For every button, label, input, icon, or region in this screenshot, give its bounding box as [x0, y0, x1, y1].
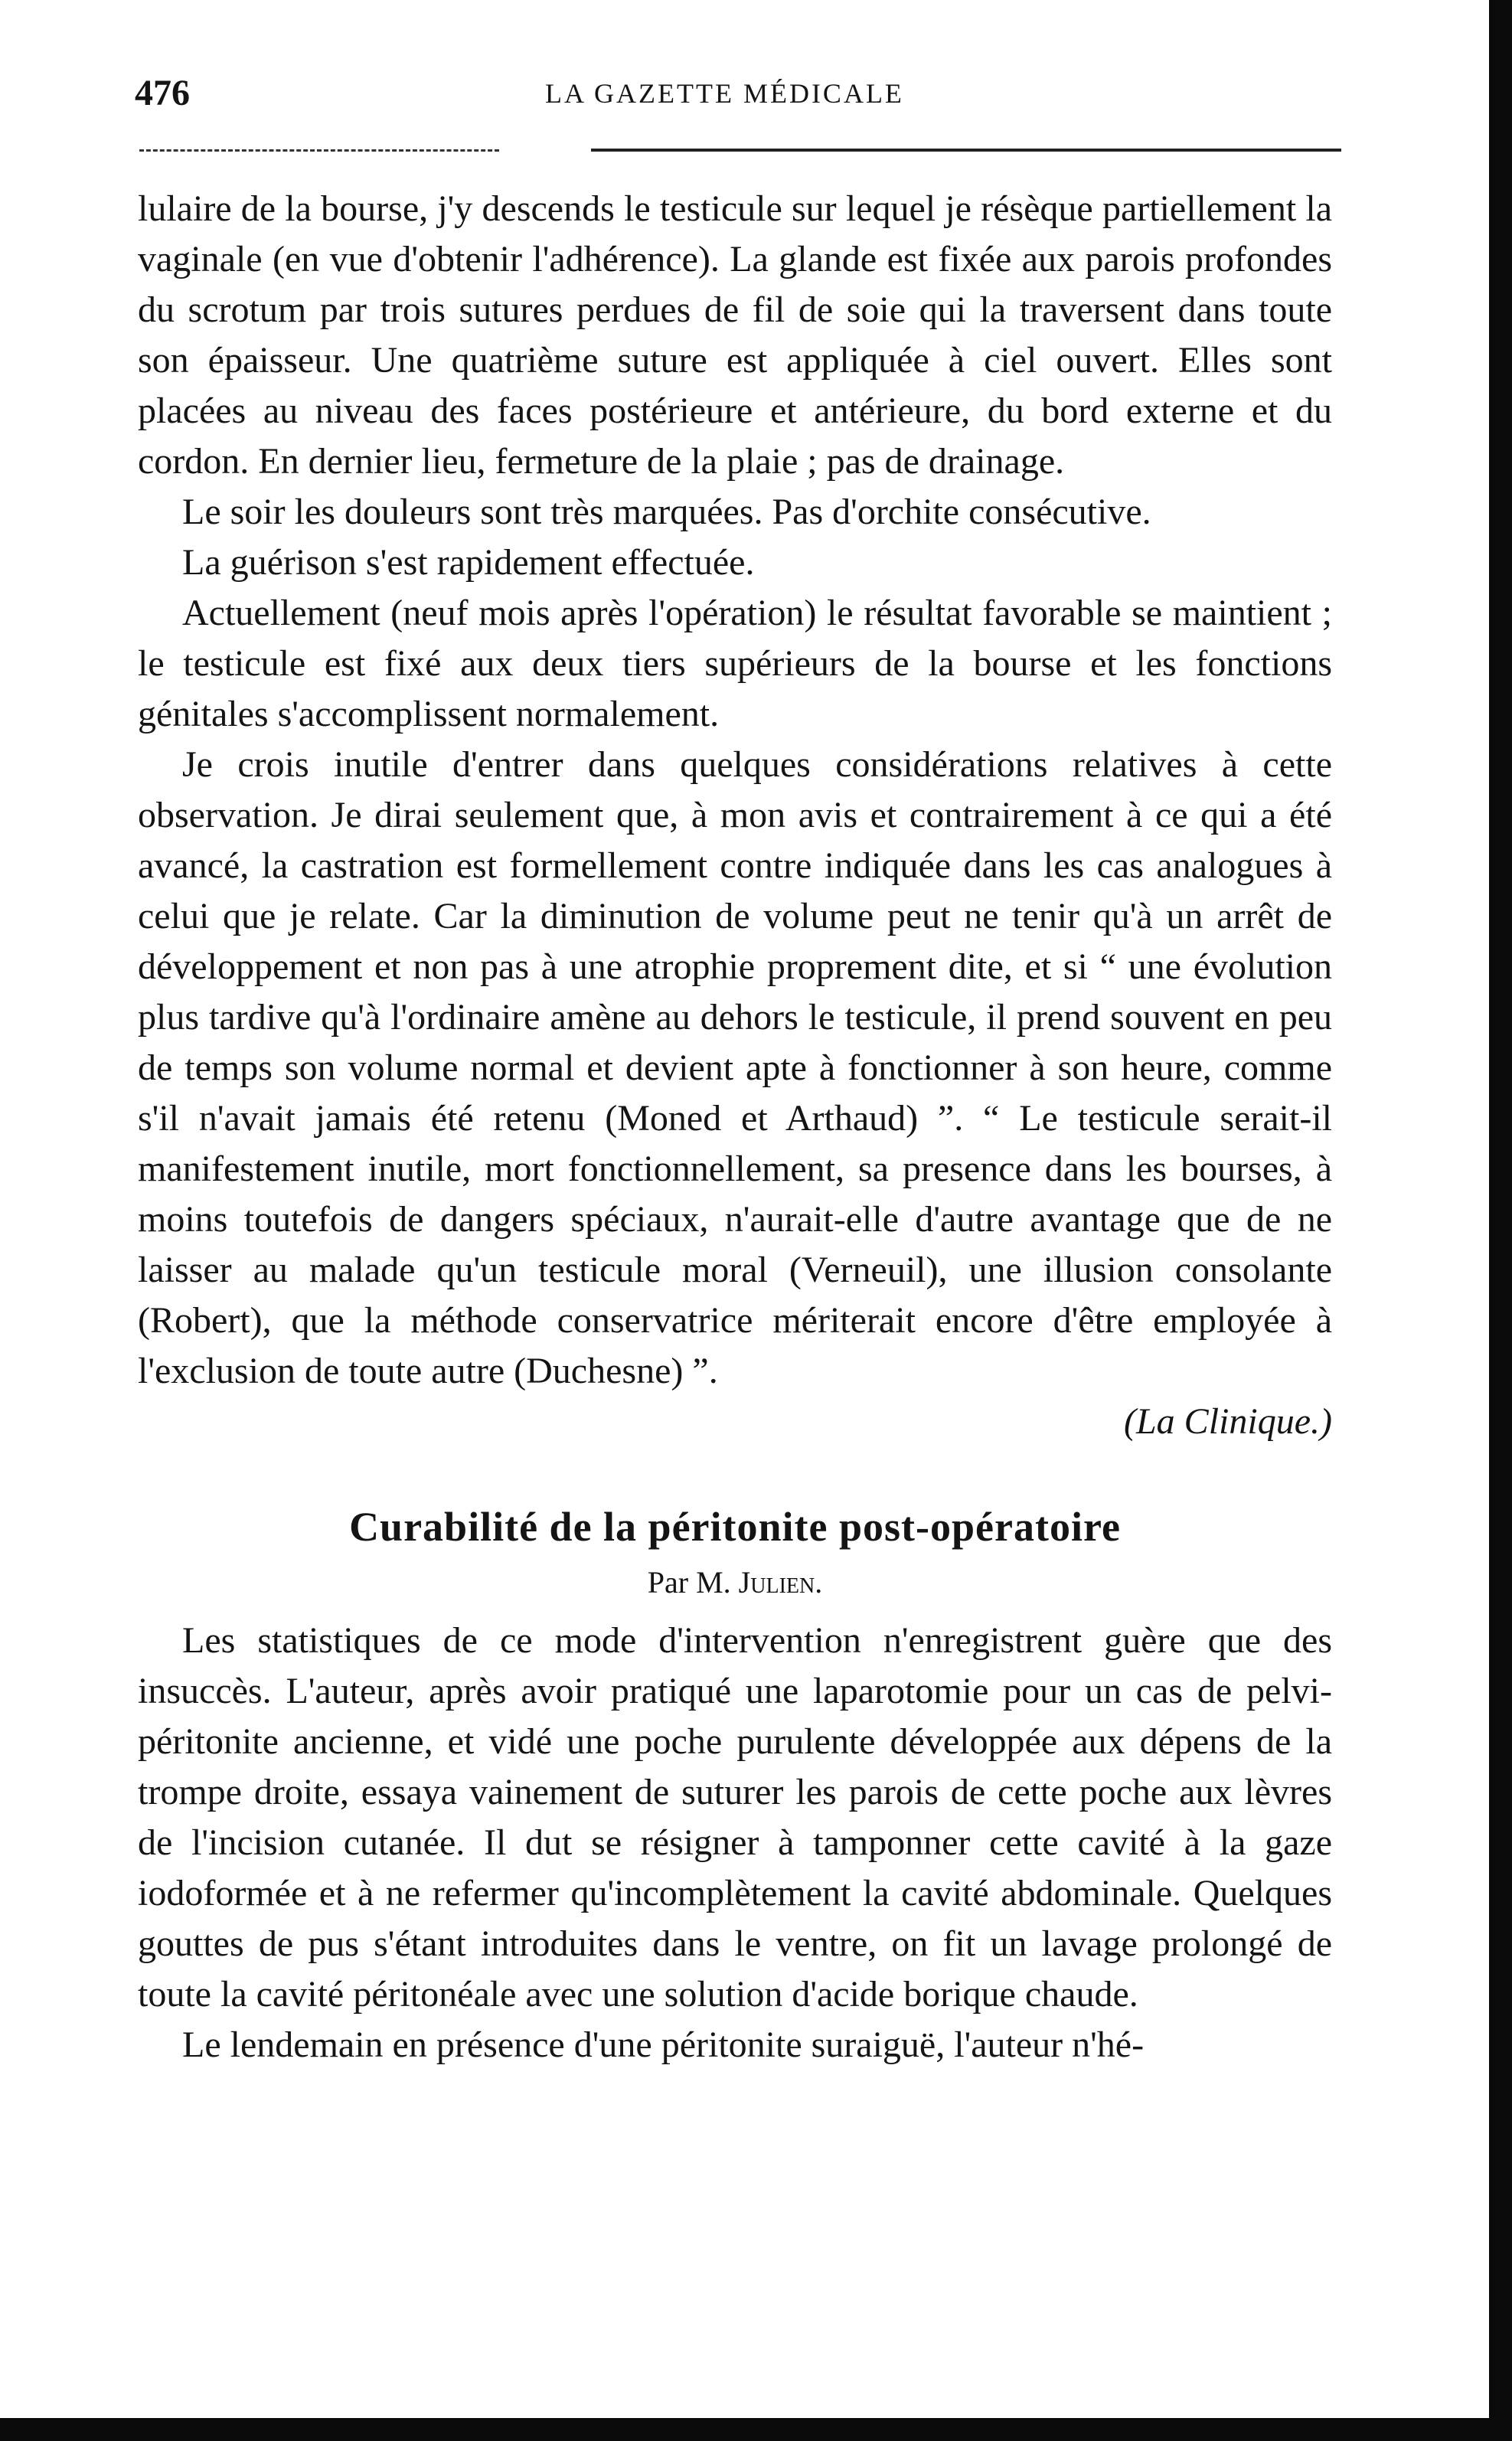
running-title: LA GAZETTE MÉDICALE — [545, 78, 904, 109]
scan-edge-right — [1489, 0, 1512, 2441]
paragraph: Je crois inutile d'entrer dans quelques considérations relatives à cette observation. Je dirai seulement que, à mon avis et contrairement à ce qui a été avancé, la castration est formellement contre indiquée dans les cas analogues à celui que je relate. Car la diminution de volume peut ne tenir qu'à un arrêt de développement et non pas à une atrophie proprement dite, et si “ une évolution plus tardive qu'à l'ordinaire amène au dehors le testicule, il prend souvent en peu de temps son volume normal et devient apte à fonctionner à son heure, comme s'il n'avait jamais été retenu (Moned et Arthaud) ”. “ Le testicule serait-il manifestement inutile, mort fonctionnellement, sa presence dans les bourses, à moins toutefois de dangers spéciaux, n'aurait-elle d'autre avantage que de ne laisser au malade qu'un testicule moral (Verneuil), une illusion consolante (Robert), que la méthode conservatrice mériterait encore d'être employée à l'exclusion de toute autre (Duchesne) ”. — [138, 744, 1332, 1391]
byline-prefix: Par M. — [647, 1565, 731, 1600]
article-title: Curabilité de la péritonite post-opératoire — [349, 1504, 1121, 1550]
byline-author: Julien. — [738, 1565, 823, 1600]
scan-edge-bottom — [0, 2418, 1512, 2441]
page-number: 476 — [135, 73, 190, 113]
page-body — [138, 184, 1332, 2070]
paragraph: Les statistiques de ce mode d'intervention n'enregistrent guère que des insuccès. L'auteur, après avoir pratiqué une laparotomie pour un cas de pelvi-péritonite ancienne, et vidé une poche purulente développée aux dépens de la trompe droite, essaya vainement de suturer les parois de cette poche aux lèvres de l'incision cutanée. Il dut se résigner à tamponner cette cavité à la gaze iodoformée et à ne refermer qu'incomplètement la cavité abdominale. Quelques gouttes de pus s'étant introduites dans le ventre, on fit un lavage prolongé de toute la cavité péritonéale avec une solution d'acide borique chaude. — [138, 1620, 1332, 2015]
paragraph: Le soir les douleurs sont très marquées. Pas d'orchite consécutive. — [182, 492, 1151, 532]
source-citation: (La Clinique.) — [1124, 1401, 1332, 1442]
page-header — [0, 70, 1512, 116]
byline — [138, 1557, 1332, 1608]
paragraph: Le lendemain en présence d'une péritonite suraiguë, l'auteur n'hé- — [182, 2024, 1145, 2065]
paragraph: Actuellement (neuf mois après l'opération) le résultat favorable se maintient ; le testicule est fixé aux deux tiers supérieurs de la bourse et les fonctions génitales s'accomplissent normalement. — [138, 593, 1332, 734]
header-rule-dashed — [139, 149, 499, 152]
header-rule-solid — [591, 149, 1341, 152]
paragraph: La guérison s'est rapidement effectuée. — [182, 542, 755, 583]
paragraph: lulaire de la bourse, j'y descends le testicule sur lequel je résèque partiellement la vaginale (en vue d'obtenir l'adhérence). La glande est fixée aux parois profondes du scrotum par trois sutures perdues de fil de soie qui la traversent dans toute son épaisseur. Une quatrième suture est appliquée à ciel ouvert. Elles sont placées au niveau des faces postérieure et antérieure, du bord externe et du cordon. En dernier lieu, fermeture de la plaie ; pas de drainage. — [138, 188, 1332, 482]
